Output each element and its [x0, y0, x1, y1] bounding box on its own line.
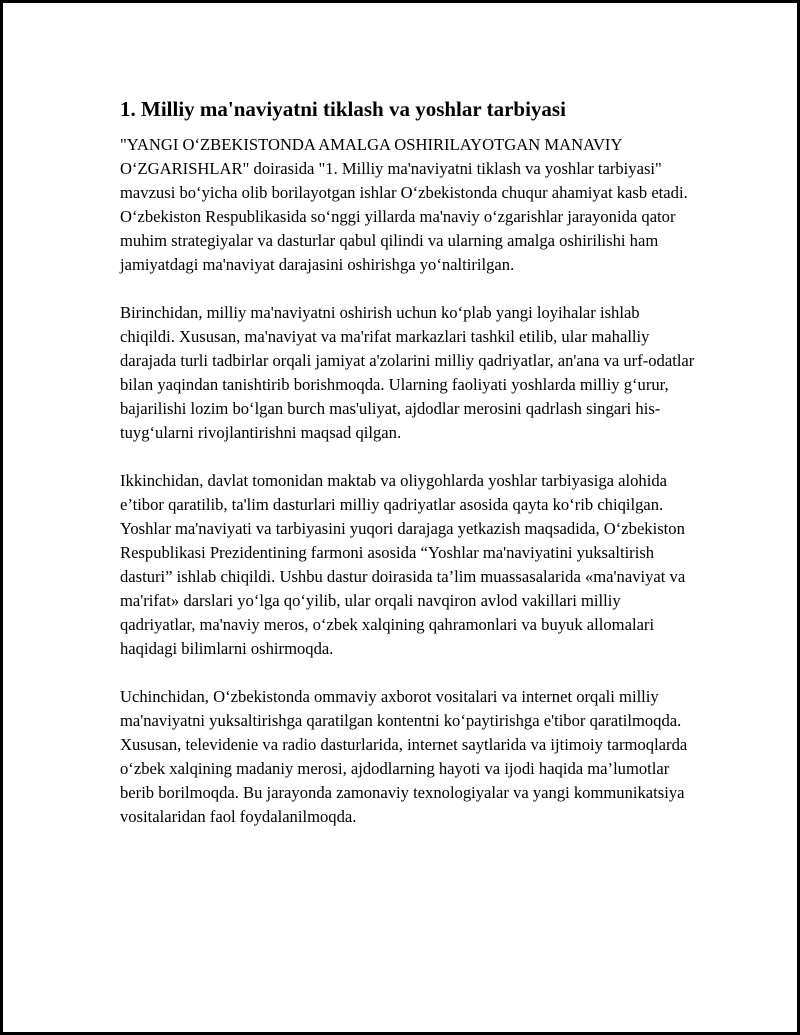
- document-body: [120, 95, 695, 853]
- paragraph-intro: "YANGI OʻZBEKISTONDA AMALGA OSHIRILAYOTGAN MANAVIY OʻZGARISHLAR" doirasida "1. Milliy ma'naviyatni tiklash va yoshlar tarbiyasi" mavzusi boʻyicha olib borilayotgan ishlar Oʻzbekistonda chuqur ahamiyat kasb etadi. Oʻzbekiston Respublikasida soʻnggi yillarda ma'naviy oʻzgarishlar jarayonida qator muhim strategiyalar va dasturlar qabul qilindi va ularning amalga oshirilishi ham jamiyatdagi ma'naviyat darajasini oshirishga yoʻnaltirilgan.: [120, 135, 688, 274]
- document-title: 1. Milliy ma'naviyatni tiklash va yoshlar tarbiyasi: [120, 97, 566, 121]
- paragraph-third-point: Uchinchidan, Oʻzbekistonda ommaviy axborot vositalari va internet orqali milliy ma'naviyatni yuksaltirishga qaratilgan kontentni koʻpaytirishga e'tibor qaratilmoqda. Xususan, televidenie va radio dasturlarida, internet saytlarida va ijtimoiy tarmoqlarda oʻzbek xalqining madaniy merosi, ajdodlarning hayoti va ijodi haqida ma’lumotlar berib borilmoqda. Bu jarayonda zamonaviy texnologiyalar va yangi kommunikatsiya vositalaridan faol foydalanilmoqda.: [120, 687, 688, 826]
- paragraph-first-point: Birinchidan, milliy ma'naviyatni oshirish uchun koʻplab yangi loyihalar ishlab chiqildi. Xususan, ma'naviyat va ma'rifat markazlari tashkil etilib, ular mahalliy darajada turli tadbirlar orqali jamiyat a'zolarini milliy qadriyatlar, an'ana va urf-odatlar bilan yaqindan tanishtirib borishmoqda. Ularning faoliyati yoshlarda milliy gʻurur, bajarilishi lozim boʻlgan burch mas'uliyat, ajdodlar merosini qadrlash singari his-tuygʻularni rivojlantirishni maqsad qilgan.: [120, 303, 695, 442]
- paragraph-second-point: Ikkinchidan, davlat tomonidan maktab va oliygohlarda yoshlar tarbiyasiga alohida e’tibor qaratilib, ta'lim dasturlari milliy qadriyatlar asosida qayta koʻrib chiqilgan. Yoshlar ma'naviyati va tarbiyasini yuqori darajaga yetkazish maqsadida, Oʻzbekiston Respublikasi Prezidentining farmoni asosida “Yoshlar ma'naviyatini yuksaltirish dasturi” ishlab chiqildi. Ushbu dastur doirasida ta’lim muassasalarida «ma'naviyat va ma'rifat» darslari yoʻlga qoʻyilib, ular orqali navqiron avlod vakillari milliy qadriyatlar, ma'naviy meros, oʻzbek xalqining qahramonlari va buyuk allomalari haqidagi bilimlarni oshirmoqda.: [120, 471, 686, 658]
